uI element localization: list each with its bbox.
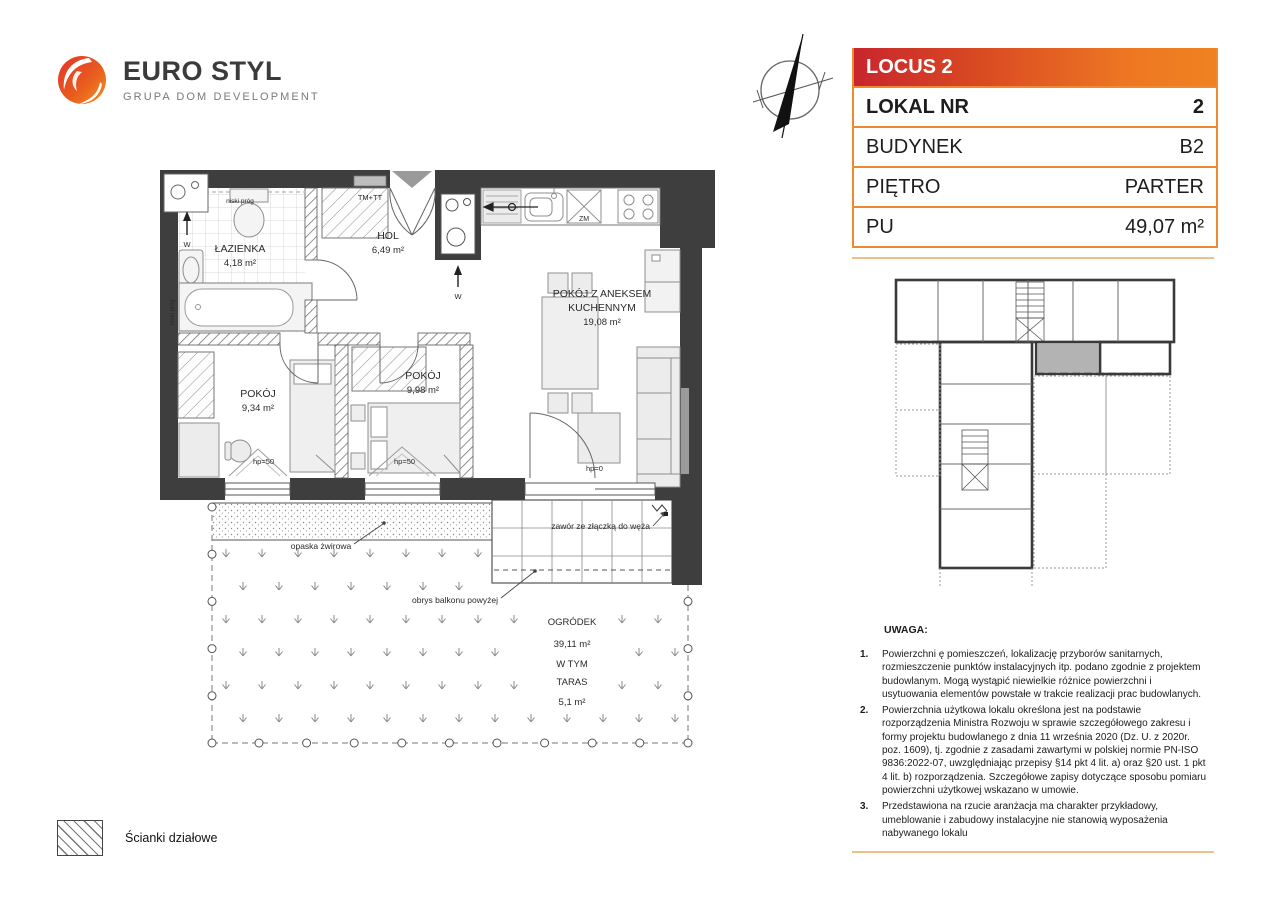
table-row (854, 166, 1216, 206)
hose-valve-label: zawór ze złączką do węża (551, 521, 650, 531)
svg-text:TARAS: TARAS (556, 677, 588, 688)
gravel-strip (212, 503, 492, 540)
room-area: 6,49 m² (371, 245, 405, 256)
installation-shaft (441, 194, 475, 301)
svg-text:OGRÓDEK: OGRÓDEK (547, 617, 597, 628)
notes-section (860, 624, 1208, 843)
kitchen-sink-icon (525, 188, 563, 221)
interior-partitions (938, 280, 1118, 509)
eurostyl-flame-icon (55, 53, 109, 107)
svg-text:39,11 m²: 39,11 m² (553, 639, 591, 650)
unit-info-table (852, 48, 1218, 248)
svg-text:W: W (183, 240, 191, 249)
sill-height-label: hp=50 (394, 457, 416, 466)
svg-text:W TYM: W TYM (556, 659, 588, 670)
room-area: 4,18 m² (223, 258, 257, 269)
note-text: Powierzchnia użytkowa lokalu określona jest na podstawie rozporządzenia Ministra Rozwoju w sprawie szczegółowego zakresu i formy projektu budowlanego z dnia 11 września 2020 (Dz. U. z 2020r. poz. 1609), tj. zgodnie z zasadami zawartymi w polskiej normie PN-ISO 9836:2022-07, uwzględniając przepisy §14 pkt 4 lit. a) oraz §20 ust. 1 pkt 4 lit. b) rozporządzenia. Szczegółowe zapisy dotyczące sposobu pomiaru powierzchni użytkowej wskazano w umowie. (882, 705, 1207, 796)
row-value: 2 (1192, 95, 1204, 118)
room-area: 9,34 m² (241, 403, 275, 414)
balcony-outline-label: obrys balkonu powyżej (412, 595, 498, 605)
legend-label: Ścianki działowe (125, 831, 218, 845)
entrance-marker (392, 171, 432, 188)
coffee-table-icon (578, 413, 620, 463)
fridge-icon (645, 250, 680, 312)
room-label: POKÓJ (240, 388, 276, 400)
table-row (854, 86, 1216, 126)
row-value: 49,07 m² (1125, 215, 1204, 238)
table-row (854, 206, 1216, 246)
room-area: 9,98 m² (406, 385, 440, 396)
partition-wall-swatch (57, 820, 103, 856)
highlighted-unit (1036, 342, 1100, 374)
apartment-floor-plan (140, 155, 740, 795)
room-label: HOL (377, 230, 399, 242)
note-number: 2. (860, 705, 869, 717)
note-number: 1. (860, 648, 869, 660)
notes-title: UWAGA: (884, 624, 928, 636)
hob-icon (618, 190, 658, 223)
room-label: ŁAZIENKA (214, 243, 266, 255)
north-arrow-compass (745, 28, 840, 140)
svg-text:5,1 m²: 5,1 m² (558, 697, 586, 708)
note-text: Przedstawiona na rzucie aranżacja ma charakter przykładowy, umeblowanie i zabudowy instalacyjne nie stanowią wyposażenia nabywanego lokalu (882, 801, 1168, 839)
terrace-grid (492, 500, 672, 583)
row-label: BUDYNEK (866, 135, 963, 158)
building-overview-plan (878, 264, 1192, 586)
row-label: LOKAL NR (866, 95, 969, 118)
meter-box-icon (354, 176, 386, 186)
brand-subtitle: GRUPA DOM DEVELOPMENT (123, 90, 320, 103)
note-item (860, 704, 1208, 797)
note-text: Powierzchni ę pomieszczeń, lokalizację przyborów sanitarnych, rozmieszczenie punktów instalacyjnych itp. podano zgodnie z projektem budowlanym. Mogą wystąpić niewielkie różnice powierzchni i usytuowania elementów powstałe w trakcie realizacji prac budowlanych. (882, 648, 1202, 700)
svg-text:ZM: ZM (578, 216, 590, 223)
entrance-door-swing (390, 188, 435, 235)
bathroom (164, 174, 312, 333)
note-item (860, 800, 1208, 840)
project-name-header: LOCUS 2 (854, 48, 1216, 86)
note-item (860, 648, 1208, 701)
legend (57, 820, 217, 856)
bathroom-door-swing (317, 260, 357, 300)
bathtub-icon (179, 283, 312, 331)
tm-tt-label: TM+TT (357, 193, 383, 202)
row-label: PU (866, 215, 894, 238)
room-label: KUCHENNYM (568, 302, 636, 314)
low-threshold-label: niski próg (226, 198, 254, 205)
vent-label: W (454, 292, 462, 301)
garden-label (548, 617, 597, 708)
room-area: 19,08 m² (583, 317, 621, 328)
sill-height-label: hp=0 (586, 464, 603, 473)
brand-name: EURO STYL (123, 55, 283, 86)
sill-height-label: hp=50 (253, 457, 275, 466)
brand-logo (55, 48, 375, 112)
room-label: POKÓJ (405, 370, 441, 382)
row-label: PIĘTRO (866, 175, 941, 198)
section-divider (852, 851, 1214, 853)
desk-icon (179, 423, 219, 477)
dishwasher-icon (567, 190, 601, 223)
side-window (681, 388, 689, 474)
row-value: PARTER (1124, 175, 1204, 198)
note-number: 3. (860, 801, 869, 813)
low-threshold-label-vertical: niski próg (170, 299, 176, 325)
table-row (854, 126, 1216, 166)
garden-area (208, 500, 692, 747)
sofa-icon (637, 347, 680, 487)
row-value: B2 (1179, 135, 1204, 158)
room-label: POKÓJ Z ANEKSEM (552, 288, 652, 300)
section-divider (852, 257, 1214, 259)
kitchen-annex (481, 188, 660, 225)
living-room (542, 250, 689, 487)
gravel-strip-label: opaska żwirowa (290, 541, 352, 551)
